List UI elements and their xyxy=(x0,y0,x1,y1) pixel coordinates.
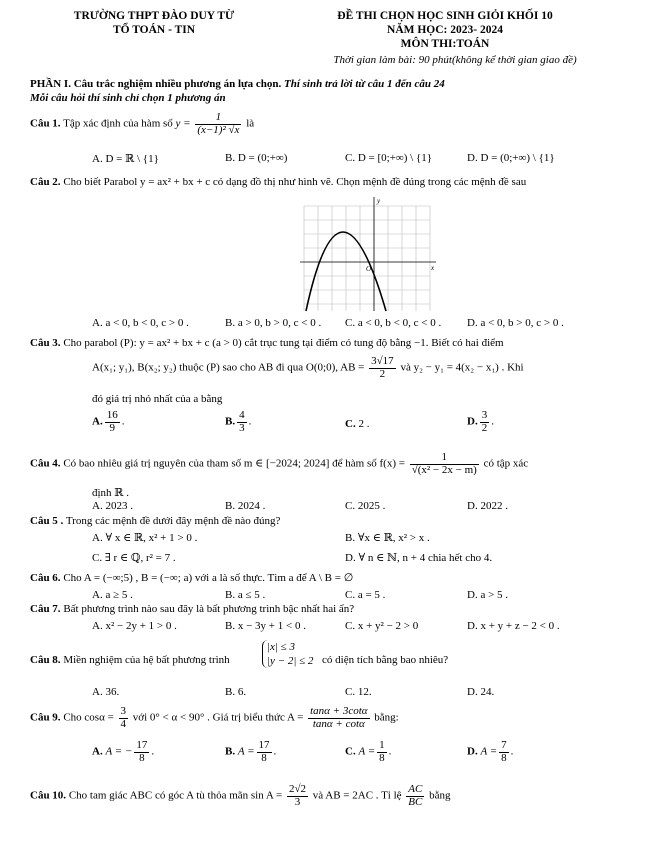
opt-tail: . xyxy=(121,415,125,428)
q6-option-d[interactable]: D. a > 5 . xyxy=(467,589,509,601)
school-name: TRƯỜNG THPT ĐÀO DUY TỪ xyxy=(73,10,235,22)
q9-number: Câu 9. xyxy=(30,711,61,724)
exam-title: ĐỀ THI CHỌN HỌC SINH GIỎI KHỐI 10 xyxy=(337,10,553,22)
q7-option-d[interactable]: D. x + y + z − 2 < 0 . xyxy=(467,620,560,632)
q1-option-b[interactable]: B. D = (0;+∞) xyxy=(225,152,288,164)
q10-ratio-fraction xyxy=(406,784,424,808)
q9-expr-num: tanα + 3cotα xyxy=(310,705,368,717)
q10-tail: bằng xyxy=(429,789,451,802)
q8-option-b[interactable]: B. 6. xyxy=(225,686,247,698)
q8-system-line1: |x| ≤ 3 xyxy=(267,641,295,653)
q10-ratio-den: BC xyxy=(408,795,423,808)
q1-tail: là xyxy=(246,117,255,130)
q3-opt-a-label: A. xyxy=(92,415,103,428)
frac-num: 16 xyxy=(106,409,118,421)
x-axis-label: x xyxy=(431,264,435,272)
q10-text-a: Cho tam giác ABC có góc A tù thỏa mãn sin A = xyxy=(68,789,283,802)
q6-option-c[interactable]: C. a = 5 . xyxy=(345,589,386,601)
opt-tail: . xyxy=(273,745,277,758)
y-axis-label: y xyxy=(377,197,381,205)
q6-option-b[interactable]: B. a ≤ 5 . xyxy=(225,589,266,601)
part1-heading xyxy=(30,78,445,90)
q8-option-c[interactable]: C. 12. xyxy=(345,686,372,698)
q1-option-a[interactable]: A. D = ℝ \ {1} xyxy=(92,153,159,165)
part1-instruction2: Mỗi câu hỏi thí sinh chỉ chọn 1 phương án xyxy=(30,92,226,104)
q4-option-c[interactable]: C. 2025 . xyxy=(345,500,386,512)
q3-option-a[interactable] xyxy=(92,410,124,434)
q3-option-c[interactable] xyxy=(345,418,369,430)
department-name: TỔ TOÁN - TIN xyxy=(112,24,196,36)
q2-option-d[interactable]: D. a < 0, b > 0, c > 0 . xyxy=(467,317,564,329)
q5-option-c[interactable]: C. ∃ r ∈ ℚ, r² = 7 . xyxy=(92,552,176,564)
q3-opt-d-frac xyxy=(480,410,490,434)
q6-option-a[interactable]: A. a ≥ 5 . xyxy=(92,589,133,601)
q10-text-b: và AB = 2AC . Tỉ lệ xyxy=(312,789,402,802)
q3-opt-c-label: C. xyxy=(345,418,356,430)
q2-text: Cho biết Parabol y = ax² + bx + c có dạng đồ thị như hình vẽ. Chọn mệnh đề đúng trong các mệnh đề sau xyxy=(63,176,527,188)
q8-option-d[interactable]: D. 24. xyxy=(467,686,495,698)
question-4 xyxy=(30,452,528,476)
q3-opt-b-label: B. xyxy=(225,415,236,428)
question-9 xyxy=(30,706,399,730)
frac-den: 8 xyxy=(379,751,385,764)
q3-opt-b-frac xyxy=(237,410,247,434)
q9-expr-den: tanα + cotα xyxy=(312,717,365,730)
q9-opt-c-frac xyxy=(377,740,387,764)
q1-func-lhs: y = xyxy=(175,117,191,130)
frac-den: 2 xyxy=(481,421,488,434)
question-10 xyxy=(30,784,451,808)
q3-line1: Cho parabol (P): y = ax² + bx + c (a > 0) cắt trục tung tại điểm có tung độ bằng −1. Biết có hai điểm xyxy=(63,337,504,349)
q7-option-a[interactable]: A. x² − 2y + 1 > 0 . xyxy=(92,620,177,632)
q3-option-d[interactable] xyxy=(467,410,494,434)
q3-opt-c-value: 2 . xyxy=(358,418,370,430)
q8-system-line2: |y − 2| ≤ 2 xyxy=(267,655,314,667)
q5-option-d[interactable]: D. ∀ n ∈ ℕ, n + 4 chia hết cho 4. xyxy=(345,552,493,564)
q3-line3: đó giá trị nhỏ nhất của a bằng xyxy=(92,393,223,405)
q9-expr-fraction xyxy=(308,706,369,730)
q8-tail: có diện tích bằng bao nhiêu? xyxy=(322,654,449,666)
q9-text-a: Cho cosα = xyxy=(63,711,114,724)
q3-line2b: và y₂ − y₁ = 4(x₂ − x₁) . Khi xyxy=(400,361,524,374)
opt-pre: A = xyxy=(237,745,255,758)
q3-frac-num: 3√17 xyxy=(371,355,394,367)
q9-cos-num: 3 xyxy=(120,705,127,717)
q9-opt-a-frac xyxy=(134,740,149,764)
q3-line2a: A(x₁; y₁), B(x₂; y₂) thuộc (P) sao cho AB đi qua O(0;0), AB = xyxy=(92,361,365,374)
q5-option-b[interactable]: B. ∀x ∈ ℝ, x² > x . xyxy=(345,532,430,544)
opt-tail: . xyxy=(151,745,155,758)
q3-frac-den: 2 xyxy=(379,367,386,380)
q10-ratio-num: AC xyxy=(408,783,423,795)
q4-option-d[interactable]: D. 2022 . xyxy=(467,500,508,512)
question-1 xyxy=(30,112,254,136)
opt-tail: . xyxy=(491,415,494,428)
q9-opt-b-frac xyxy=(257,740,272,764)
q1-frac-num: 1 xyxy=(195,112,241,125)
q2-option-b[interactable]: B. a > 0, b > 0, c < 0 . xyxy=(225,317,322,329)
q3-line2 xyxy=(92,356,524,380)
q9-option-b[interactable] xyxy=(225,740,276,764)
q4-text: Có bao nhiêu giá trị nguyên của tham số m ∈ [−2024; 2024] để hàm số f(x) = xyxy=(63,457,405,470)
time-note: Thời gian làm bài: 90 phút(không kể thời gian giao đề) xyxy=(333,54,577,66)
q9-opt-c-label: C. xyxy=(345,745,356,758)
q1-text: Tập xác định của hàm số xyxy=(63,117,173,130)
q9-cos-den: 4 xyxy=(120,717,127,730)
frac-den: 8 xyxy=(501,751,507,764)
q3-ab-fraction xyxy=(369,356,396,380)
frac-den: 9 xyxy=(109,421,115,434)
q4-frac-num: 1 xyxy=(410,452,479,465)
q4-option-a[interactable]: A. 2023 . xyxy=(92,500,133,512)
frac-den: 8 xyxy=(139,751,145,764)
frac-num: 7 xyxy=(501,739,507,751)
q9-opt-d-frac xyxy=(499,740,509,764)
q2-number: Câu 2. xyxy=(30,176,61,188)
q9-option-d[interactable] xyxy=(467,740,513,764)
origin-label: O xyxy=(366,265,372,273)
q10-sin-den: 3 xyxy=(294,795,301,808)
q4-fraction xyxy=(410,452,479,476)
part1-instruction: Thí sinh trả lời từ câu 1 đến câu 24 xyxy=(284,78,445,90)
question-3 xyxy=(30,337,504,349)
opt-pre: A = − xyxy=(105,745,133,758)
frac-den: 8 xyxy=(261,751,267,764)
opt-pre: A = xyxy=(480,745,498,758)
question-6 xyxy=(30,571,353,584)
q1-fraction xyxy=(195,112,241,136)
q9-text-b: với 0° < α < 90° . Giá trị biểu thức A = xyxy=(132,711,304,724)
q2-parabola-graph xyxy=(298,193,444,313)
q4-number: Câu 4. xyxy=(30,457,61,470)
q9-option-c[interactable] xyxy=(345,740,391,764)
opt-tail: . xyxy=(510,745,514,758)
q1-frac-den: (x−1)² √x xyxy=(197,123,240,136)
q1-option-c[interactable]: C. D = [0;+∞) \ {1} xyxy=(345,152,433,164)
q5-text: Trong các mệnh đề dưới đây mệnh đề nào đúng? xyxy=(65,515,281,527)
q3-opt-d-label: D. xyxy=(467,415,478,428)
q7-number: Câu 7. xyxy=(30,603,61,615)
opt-tail: . xyxy=(388,745,392,758)
q7-text: Bất phương trình nào sau đây là bất phương trình bậc nhất hai ẩn? xyxy=(63,603,355,615)
q8-text: Miền nghiệm của hệ bất phương trình xyxy=(63,654,230,666)
q10-sin-num: 2√2 xyxy=(288,783,306,795)
q4-option-b[interactable]: B. 2024 . xyxy=(225,500,266,512)
frac-num: 4 xyxy=(239,409,245,421)
q6-number: Câu 6. xyxy=(30,572,61,584)
frac-num: 17 xyxy=(258,739,270,751)
q8-option-a[interactable]: A. 36. xyxy=(92,686,120,698)
question-5 xyxy=(30,515,280,527)
q9-tail: bằng: xyxy=(374,711,399,724)
q3-number: Câu 3. xyxy=(30,337,61,349)
subject: MÔN THI:TOÁN xyxy=(400,38,490,50)
q8-number: Câu 8. xyxy=(30,654,61,666)
q8-system xyxy=(262,640,313,668)
q2-option-a[interactable]: A. a < 0, b < 0, c > 0 . xyxy=(92,317,189,329)
frac-den: 3 xyxy=(239,421,245,434)
q3-opt-a-frac xyxy=(105,410,120,434)
q9-opt-b-label: B. xyxy=(225,745,236,758)
q10-sin-fraction xyxy=(287,784,308,808)
q4-tail: có tập xác xyxy=(483,457,529,470)
q6-text: Cho A = (−∞;5) , B = (−∞; a) với a là số thực. Tìm a để A \ B = ∅ xyxy=(63,572,354,584)
q10-number: Câu 10. xyxy=(30,789,67,802)
q9-option-a[interactable] xyxy=(92,740,154,764)
q1-option-d[interactable]: D. D = (0;+∞) \ {1} xyxy=(467,152,555,164)
question-2 xyxy=(30,176,526,188)
q5-option-a[interactable]: A. ∀ x ∈ ℝ, x² + 1 > 0 . xyxy=(92,532,198,544)
q9-opt-d-label: D. xyxy=(467,745,478,758)
frac-num: 17 xyxy=(136,739,148,751)
q2-option-c[interactable]: C. a < 0, b < 0, c < 0 . xyxy=(345,317,442,329)
frac-num: 3 xyxy=(481,409,488,421)
q4-frac-den: √(x² − 2x − m) xyxy=(411,463,477,476)
q4-line2: định ℝ . xyxy=(92,487,129,499)
question-8 xyxy=(30,654,230,666)
q7-option-b[interactable]: B. x − 3y + 1 < 0 . xyxy=(225,620,306,632)
q1-number: Câu 1. xyxy=(30,117,61,130)
opt-tail: . xyxy=(248,415,252,428)
q9-opt-a-label: A. xyxy=(92,745,103,758)
frac-num: 1 xyxy=(379,739,385,751)
part1-title: PHẦN I. Câu trắc nghiệm nhiều phương án lựa chọn. xyxy=(30,78,282,90)
q7-option-c[interactable]: C. x + y² − 2 > 0 xyxy=(345,620,419,632)
school-year: NĂM HỌC: 2023- 2024 xyxy=(387,24,503,36)
question-7 xyxy=(30,603,354,615)
q3-option-b[interactable] xyxy=(225,410,251,434)
q5-number: Câu 5 . xyxy=(30,515,64,527)
opt-pre: A = xyxy=(358,745,376,758)
q9-cos-fraction xyxy=(119,706,129,730)
